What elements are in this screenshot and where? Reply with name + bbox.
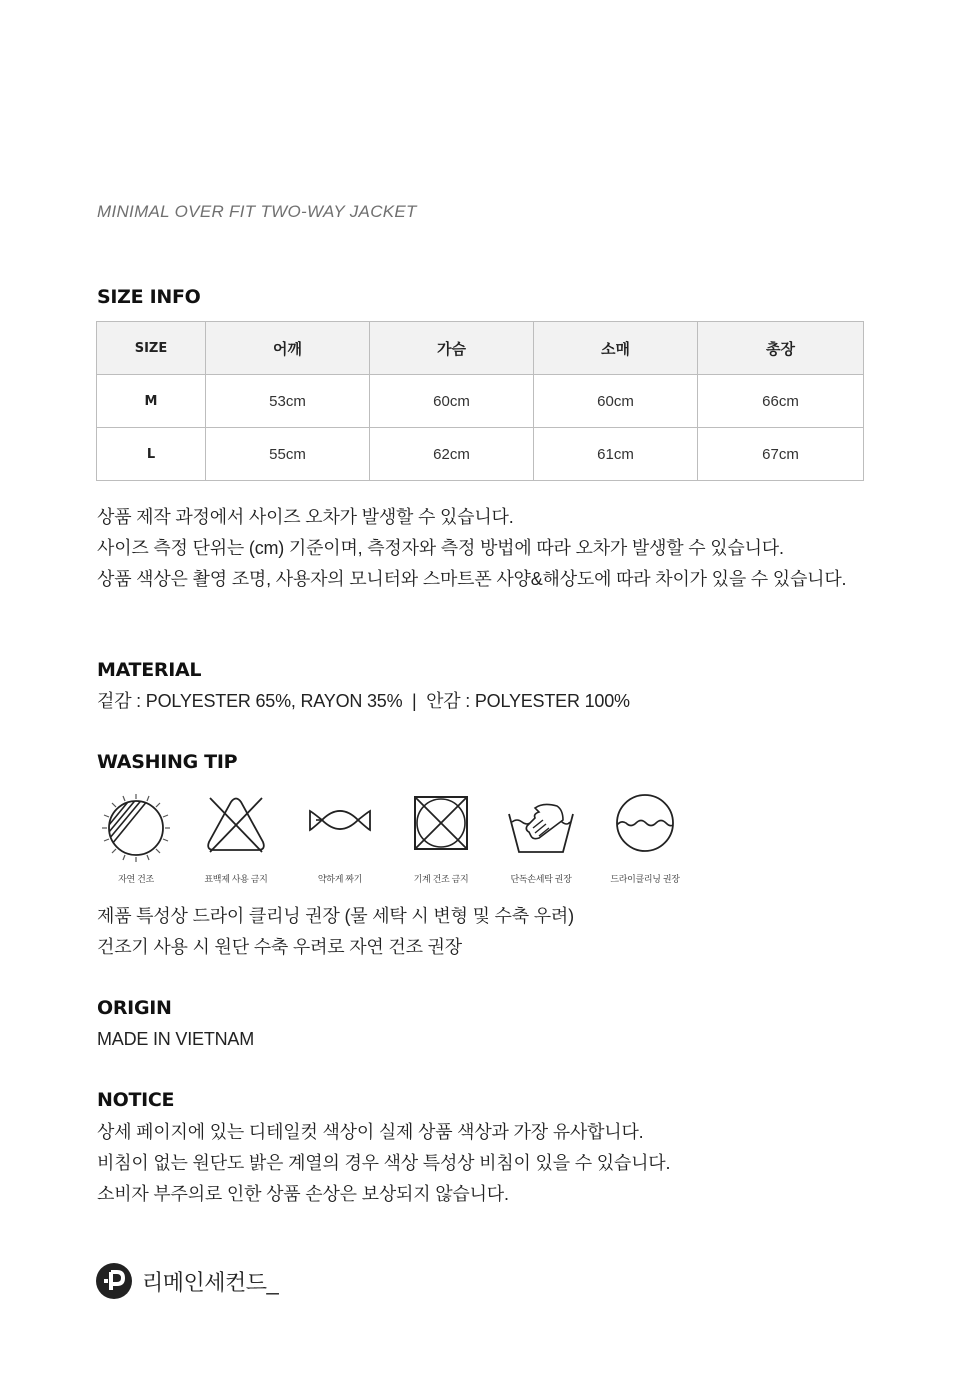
natural-dry-icon (98, 792, 174, 862)
material-title: MATERIAL (97, 659, 202, 681)
table-cell: 67cm (698, 428, 864, 481)
origin-title: ORIGIN (97, 997, 172, 1019)
table-cell: 62cm (370, 428, 534, 481)
notice-lines (97, 1117, 670, 1210)
wash-item (86, 792, 186, 885)
wash-label: 자연 건조 (118, 874, 154, 884)
no-bleach-icon (198, 792, 274, 862)
wash-label: 약하게 짜기 (317, 874, 363, 884)
wash-item (391, 792, 491, 885)
header-length: 총장 (698, 322, 864, 375)
header-size: SIZE (97, 322, 206, 375)
washing-icons (97, 792, 697, 884)
notice-line: 상세 페이지에 있는 디테일컷 색상이 실제 상품 색상과 가장 유사합니다. (97, 1122, 644, 1142)
table-cell: 60cm (534, 375, 698, 428)
size-label: L (97, 428, 206, 481)
wash-item (595, 792, 695, 885)
wash-label: 단독손세탁 권장 (510, 874, 572, 884)
washing-note: 건조기 사용 시 원단 수축 우려로 자연 건조 권장 (97, 937, 462, 957)
header-sleeve: 소매 (534, 322, 698, 375)
table-cell: 60cm (370, 375, 534, 428)
wash-item (491, 792, 591, 885)
notice-line: 소비자 부주의로 인한 상품 손상은 보상되지 않습니다. (97, 1184, 509, 1204)
size-note: 상품 색상은 촬영 조명, 사용자의 모니터와 스마트폰 사양&해상도에 따라 차이가 있을 수 있습니다. (97, 569, 847, 589)
table-cell: 61cm (534, 428, 698, 481)
header-chest: 가슴 (370, 322, 534, 375)
gentle-wring-icon (302, 792, 378, 862)
size-notes (97, 502, 846, 595)
wash-label: 드라이클리닝 권장 (610, 874, 680, 884)
wash-item (290, 792, 390, 885)
notice-title: NOTICE (97, 1089, 175, 1111)
table-cell: 55cm (206, 428, 370, 481)
wash-item (186, 792, 286, 885)
product-name: MINIMAL OVER FIT TWO-WAY JACKET (97, 202, 417, 221)
no-tumble-dry-icon (403, 792, 479, 862)
hand-wash-icon (503, 792, 579, 862)
material-text: 겉감 : POLYESTER 65%, RAYON 35% | 안감 : POLYESTER 100% (97, 691, 630, 711)
notice-line: 비침이 없는 원단도 밝은 계열의 경우 색상 특성상 비침이 있을 수 있습니다. (97, 1153, 671, 1173)
size-table (96, 321, 864, 481)
brand-logo-icon (96, 1263, 132, 1299)
size-note: 상품 제작 과정에서 사이즈 오차가 발생할 수 있습니다. (97, 507, 514, 527)
header-shoulder: 어깨 (206, 322, 370, 375)
dry-clean-icon (607, 792, 683, 862)
size-info-title: SIZE INFO (97, 286, 201, 308)
brand-p-mark (96, 1263, 132, 1299)
size-label: M (97, 375, 206, 428)
table-row (97, 375, 864, 428)
brand-logo (96, 1263, 278, 1299)
table-header-row (97, 322, 864, 375)
washing-note: 제품 특성상 드라이 클리닝 권장 (물 세탁 시 변형 및 수축 우려) (97, 906, 574, 926)
table-cell: 66cm (698, 375, 864, 428)
table-cell: 53cm (206, 375, 370, 428)
wash-label: 표백제 사용 금지 (204, 874, 268, 884)
wash-label: 기계 건조 금지 (413, 874, 469, 884)
origin-text: MADE IN VIETNAM (97, 1029, 255, 1049)
washing-tip-title: WASHING TIP (97, 751, 238, 773)
size-note: 사이즈 측정 단위는 (cm) 기준이며, 측정자와 측정 방법에 따라 오차가 발생할 수 있습니다. (97, 538, 784, 558)
brand-name: 리메인세컨드_ (142, 1269, 279, 1295)
table-row (97, 428, 864, 481)
washing-notes (97, 901, 574, 963)
